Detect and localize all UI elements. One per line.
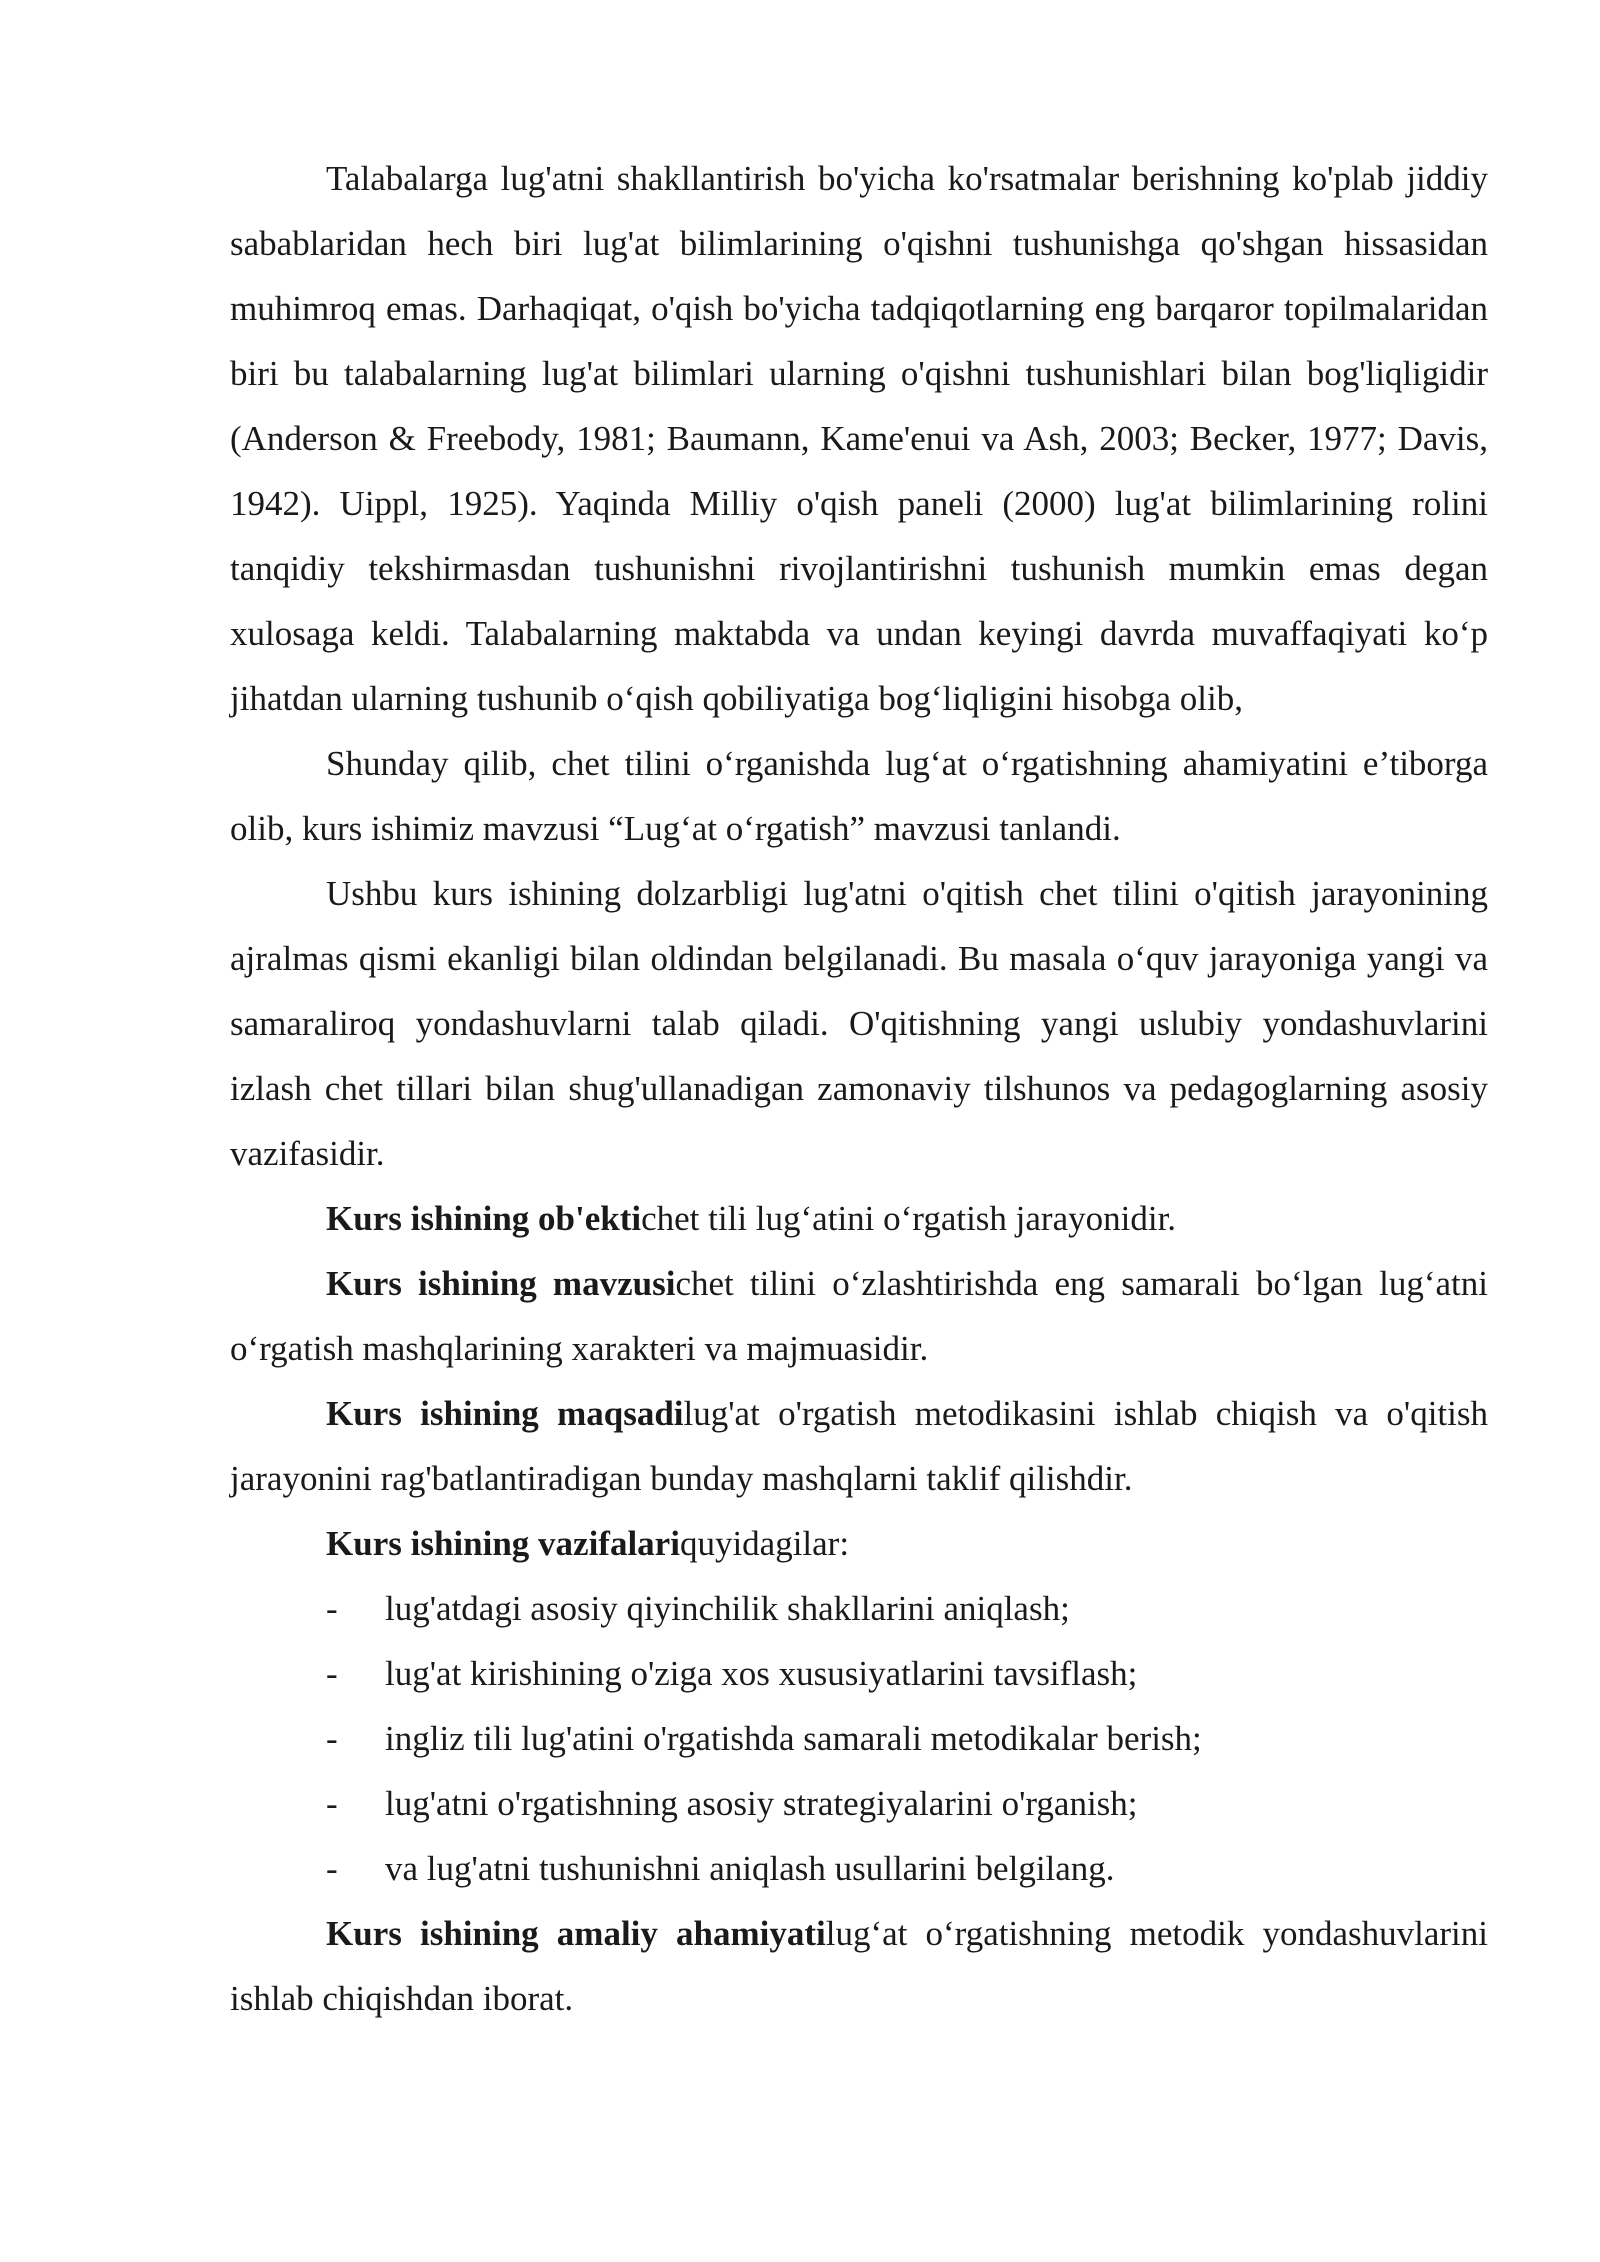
dash-marker: -: [326, 1784, 338, 1823]
topic-choice-paragraph: Shunday qilib, chet tilini o‘rganishda lug‘at o‘rgatishning ahamiyatini e’tiborga olib, kurs ishimiz mavzusi “Lug‘at o‘rgatish” mavzusi tanlandi.: [230, 744, 1488, 848]
goal-text: lug'at o'rgatish metodikasini ishlab chiqish va o'qitish jarayonini rag'batlantiradigan bunday mashqlarni taklif qilishdir.: [230, 1394, 1489, 1498]
task-text: lug'at kirishining o'ziga xos xususiyatlarini tavsiflash;: [385, 1654, 1138, 1693]
document-page: [230, 146, 1488, 2031]
task-text: va lug'atni tushunishni aniqlash usullarini belgilang.: [385, 1849, 1115, 1888]
object-paragraph: [230, 1186, 1488, 1251]
subject-paragraph: [230, 1251, 1488, 1381]
list-item: [230, 1771, 1488, 1836]
dash-marker: -: [326, 1654, 338, 1693]
tasks-intro-text: quyidagilar:: [679, 1524, 850, 1563]
dash-marker: -: [326, 1719, 338, 1758]
tasks-heading: Kurs ishining vazifalari: [326, 1524, 680, 1563]
practical-text: lug‘at o‘rgatishning metodik yondashuvlarini ishlab chiqishdan iborat.: [230, 1914, 1488, 2018]
task-text: lug'atni o'rgatishning asosiy strategiyalarini o'rganish;: [385, 1784, 1138, 1823]
dash-marker: -: [326, 1589, 338, 1628]
list-item: [230, 1836, 1488, 1901]
dash-marker: -: [326, 1849, 338, 1888]
task-text: ingliz tili lug'atini o'rgatishda samarali metodikalar berish;: [385, 1719, 1202, 1758]
list-item: [230, 1706, 1488, 1771]
tasks-list: [230, 1576, 1488, 1901]
goal-paragraph: [230, 1381, 1488, 1511]
intro-paragraph: Talabalarga lug'atni shakllantirish bo'yicha ko'rsatmalar berishning ko'plab jiddiy sabablaridan hech biri lug'at bilimlarining o'qishni tushunishga qo'shgan hissasidan muhimroq emas. Darhaqiqat, o'qish bo'yicha tadqiqotlarning eng barqaror topilmalaridan biri bu talabalarning lug'at bilimlari ularning o'qishni tushunishlari bilan bog'liqligidir (Anderson & Freebody, 1981; Baumann, Kame'enui va Ash, 2003; Becker, 1977; Davis, 1942). Uippl, 1925). Yaqinda Milliy o'qish paneli (2000) lug'at bilimlarining rolini tanqidiy tekshirmasdan tushunishni rivojlantirishni tushunish mumkin emas degan xulosaga keldi. Talabalarning maktabda va undan keyingi davrda muvaffaqiyati ko‘p jihatdan ularning tushunib o‘qish qobiliyatiga bog‘liqligini hisobga olib,: [230, 159, 1488, 718]
object-heading: Kurs ishining ob'ekti: [326, 1199, 642, 1238]
list-item: [230, 1576, 1488, 1641]
object-text: chet tili lug‘atini o‘rgatish jarayonidir.: [641, 1199, 1177, 1238]
subject-text: chet tilini o‘zlashtirishda eng samarali bo‘lgan lug‘atni o‘rgatish mashqlarining xarakteri va majmuasidir.: [230, 1264, 1488, 1368]
list-item: [230, 1641, 1488, 1706]
goal-heading: Kurs ishining maqsadi: [326, 1394, 684, 1433]
task-text: lug'atdagi asosiy qiyinchilik shakllarini aniqlash;: [385, 1589, 1070, 1628]
practical-paragraph: [230, 1901, 1488, 2031]
relevance-paragraph: Ushbu kurs ishining dolzarbligi lug'atni o'qitish chet tilini o'qitish jarayonining ajralmas qismi ekanligi bilan oldindan belgilanadi. Bu masala o‘quv jarayoniga yangi va samaraliroq yondashuvlarni talab qiladi. O'qitishning yangi uslubiy yondashuvlarini izlash chet tillari bilan shug'ullanadigan zamonaviy tilshunos va pedagoglarning asosiy vazifasidir.: [230, 874, 1488, 1173]
practical-heading: Kurs ishining amaliy ahamiyati: [326, 1914, 826, 1953]
tasks-intro-paragraph: [230, 1511, 1488, 1576]
subject-heading: Kurs ishining mavzusi: [326, 1264, 676, 1303]
